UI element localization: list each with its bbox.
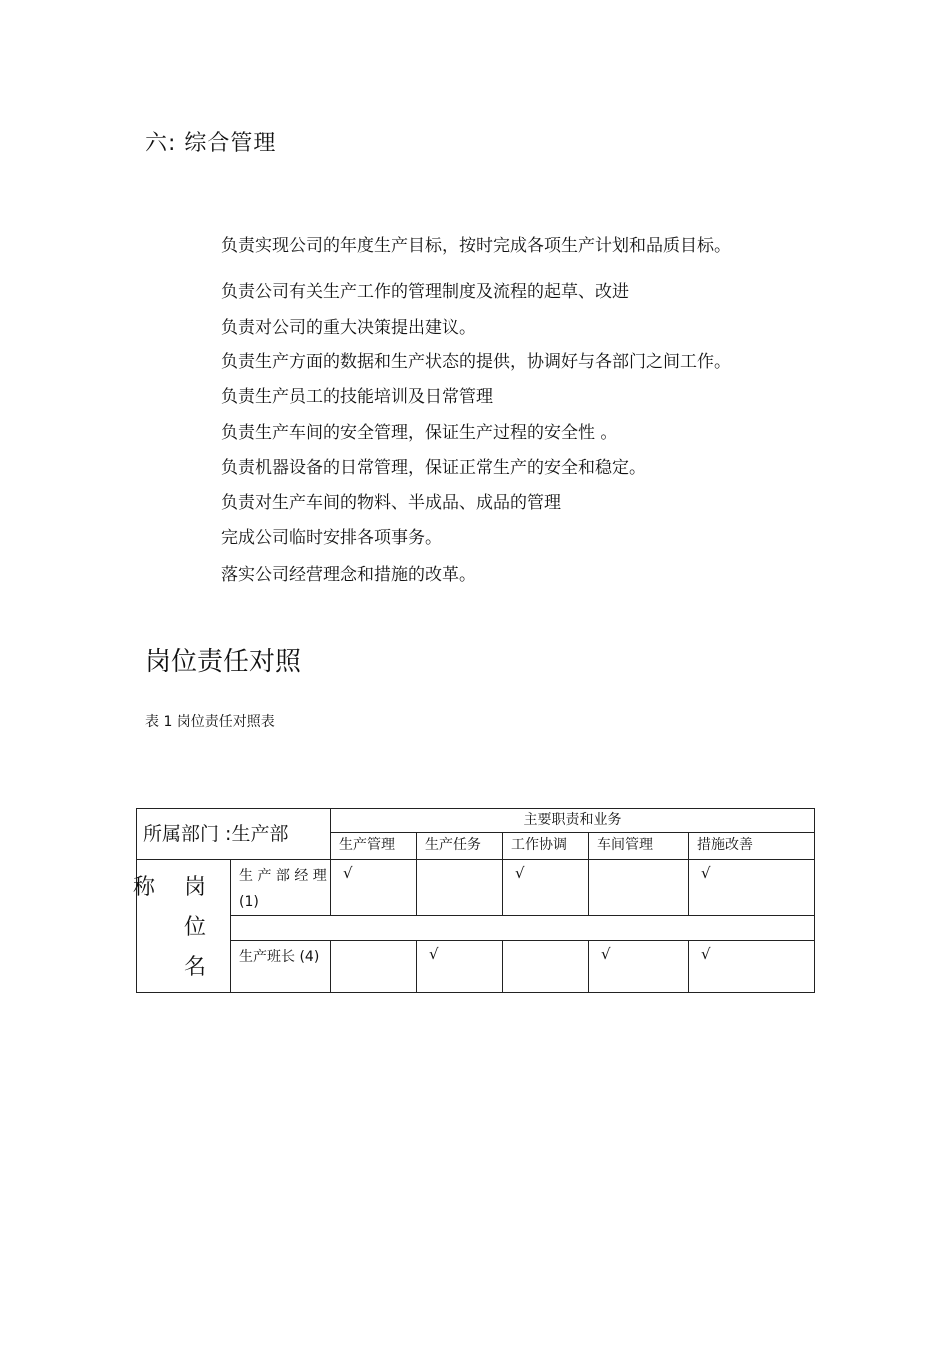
check-cell xyxy=(589,860,689,916)
check-cell: √ xyxy=(689,941,815,993)
label-char: 岗 xyxy=(184,875,207,900)
department-cell: 所属部门 :生产部 xyxy=(137,809,331,860)
spacer-row xyxy=(231,916,815,941)
duty-item: 负责公司有关生产工作的管理制度及流程的起草、改进 xyxy=(221,282,629,302)
check-cell: √ xyxy=(503,860,589,916)
duty-item: 负责生产车间的安全管理，保证生产过程的安全性 。 xyxy=(221,423,618,443)
check-cell: √ xyxy=(589,941,689,993)
table-caption: 表 1 岗位责任对照表 xyxy=(145,714,275,730)
label-char: 名 xyxy=(184,955,207,980)
label-char: 称 xyxy=(133,875,156,900)
column-header: 车间管理 xyxy=(589,832,689,859)
column-header: 生产管理 xyxy=(331,832,417,859)
duty-item: 负责生产员工的技能培训及日常管理 xyxy=(221,387,493,407)
duty-item: 负责对生产车间的物料、半成品、成品的管理 xyxy=(221,493,561,513)
section-heading-comprehensive-management: 六: 综合管理 xyxy=(145,131,277,156)
duty-item: 负责对公司的重大决策提出建议。 xyxy=(221,318,476,338)
duty-item: 负责实现公司的年度生产目标，按时完成各项生产计划和品质目标。 xyxy=(221,236,731,256)
main-duties-header: 主要职责和业务 xyxy=(331,809,815,833)
responsibility-table xyxy=(133,808,815,993)
duty-item: 负责生产方面的数据和生产状态的提供，协调好与各部门之间工作。 xyxy=(221,352,731,372)
role-cell: 生 产 部 经 理(1) xyxy=(231,860,331,916)
check-cell xyxy=(331,941,417,993)
check-cell xyxy=(417,860,503,916)
duty-item: 落实公司经营理念和措施的改革。 xyxy=(221,565,476,585)
duty-item: 负责机器设备的日常管理，保证正常生产的安全和稳定。 xyxy=(221,458,646,478)
check-cell: √ xyxy=(417,941,503,993)
duty-item: 完成公司临时安排各项事务。 xyxy=(221,528,442,548)
column-header: 工作协调 xyxy=(503,832,589,859)
column-header: 生产任务 xyxy=(417,832,503,859)
check-cell xyxy=(503,941,589,993)
position-name-label xyxy=(133,860,231,993)
section-heading-position-responsibility: 岗位责任对照 xyxy=(145,647,302,677)
column-header: 措施改善 xyxy=(689,832,815,859)
role-cell: 生产班长 (4) xyxy=(231,941,331,993)
check-cell: √ xyxy=(331,860,417,916)
check-cell: √ xyxy=(689,860,815,916)
label-char: 位 xyxy=(184,915,207,940)
